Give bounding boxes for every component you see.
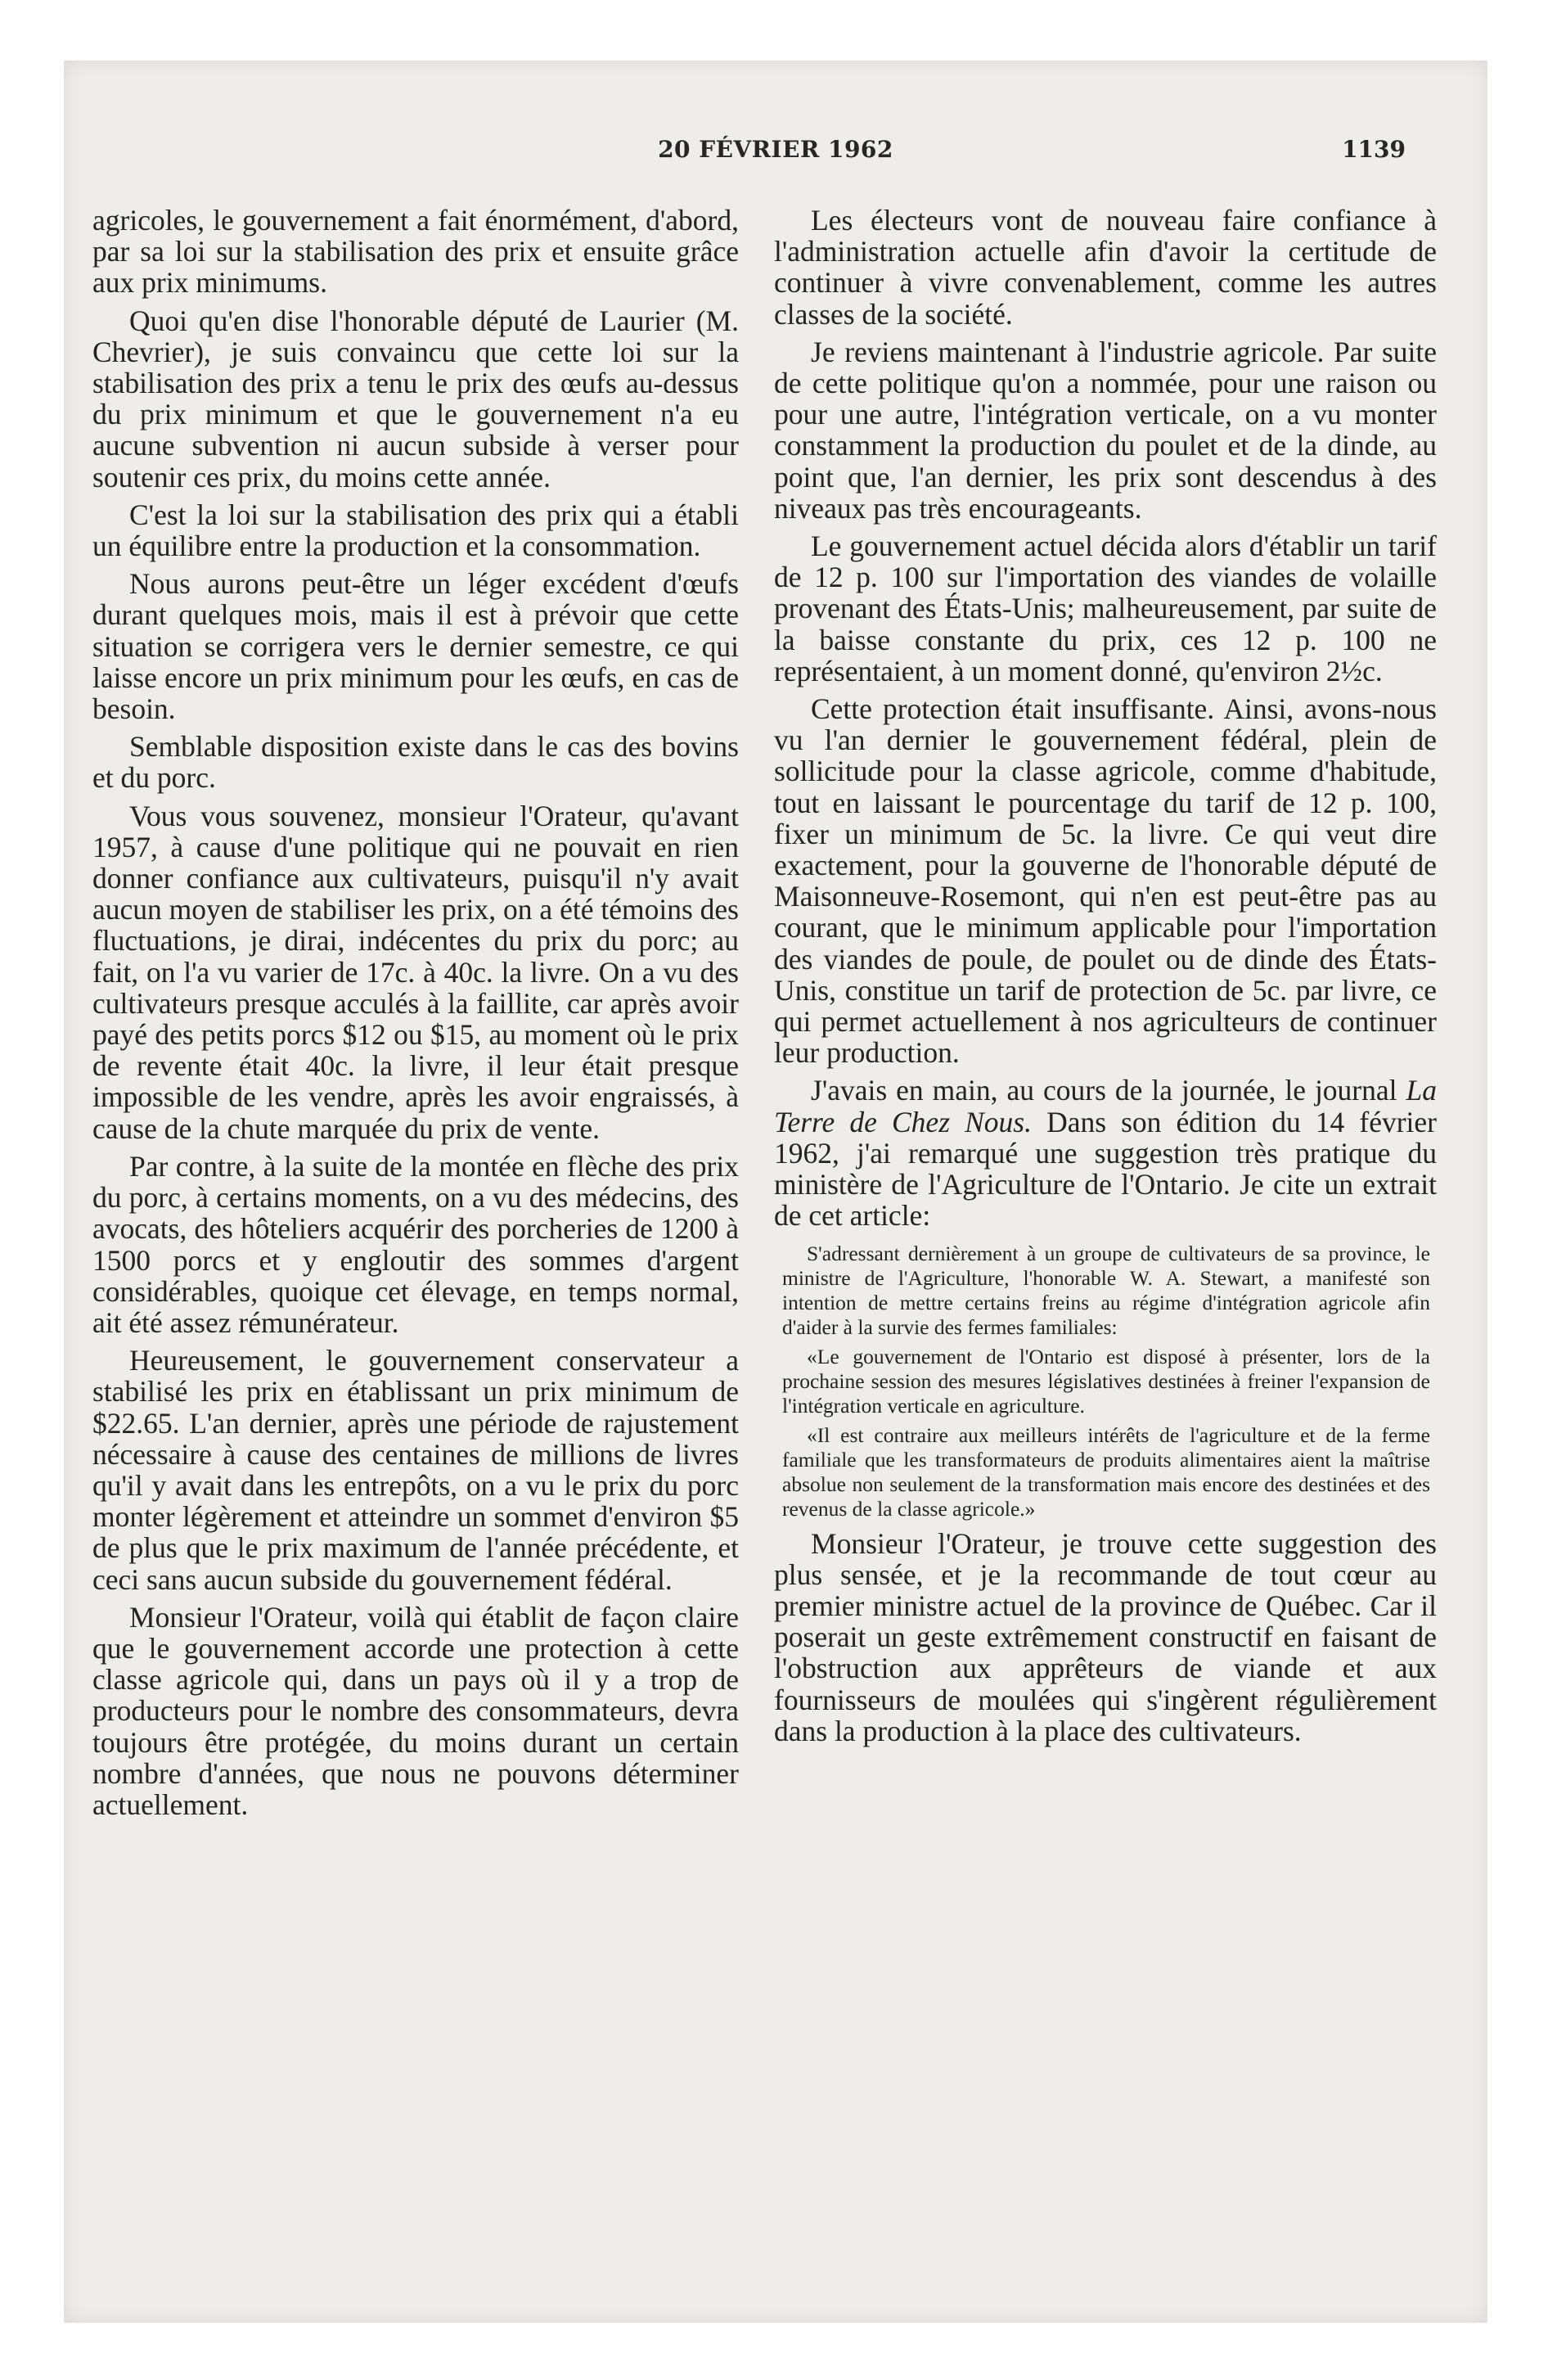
right-paragraph-4: Cette protection était insuffisante. Ainsi, avons-nous vu l'an dernier le gouvernement fédéral, plein de sollicitude pour la classe agricole, comme d'habitude, tout en laissant le pourcentage du tarif de 12 p. 100, fixer un minimum de 5c. la livre. Ce qui veut dire exactement, pour la gouverne de l'honorable député de Maisonneuve-Rosemont, qui n'en est peut-être pas au courant, que le minimum applicable pour l'importation des viandes de poule, de poulet ou de dinde des États-Unis, constitue un tarif de protection de 5c. par livre, ce qui permet actuellement à nos agriculteurs de continuer leur production.: [774, 692, 1437, 1070]
left-column: [92, 205, 739, 1820]
left-paragraph-4: Nous aurons peut-être un léger excédent d'œufs durant quelques mois, mais il est à prévoir que cette situation se corrigera vers le dernier semestre, ce qui laisse encore un prix minimum pour les œufs, en cas de besoin.: [92, 567, 739, 726]
quoted-extract-1: S'adressant dernièrement à un groupe de cultivateurs de sa province, le ministre de l'Agriculture, l'honorable W. A. Stewart, a manifesté son intention de mettre certains freins au régime d'intégration agricole afin d'aider à la survie des fermes familiales:: [782, 1241, 1430, 1339]
header-date-title: 20 FÉVRIER 1962: [658, 136, 893, 163]
newspaper-title: La Terre de Chez Nous.: [774, 1074, 1437, 1138]
right-paragraph-6: Monsieur l'Orateur, je trouve cette suggestion des plus sensée, et je la recommande de tout cœur au premier ministre actuel de la province de Québec. Car il poserait un geste extrêmement constructif en faisant de l'obstruction aux apprêteurs de viande et aux fournisseurs de moulées qui s'ingèrent régulièrement dans la production à la place des cultivateurs.: [774, 1526, 1437, 1747]
quoted-extract-2: «Le gouvernement de l'Ontario est disposé à présenter, lors de la prochaine session des mesures législatives destinées à freiner l'expansion de l'intégration verticale en agriculture.: [782, 1344, 1430, 1418]
left-paragraph-1: agricoles, le gouvernement a fait énormément, d'abord, par sa loi sur la stabilisation des prix et ensuite grâce aux prix minimums.: [92, 204, 739, 300]
right-paragraph-3: Le gouvernement actuel décida alors d'établir un tarif de 12 p. 100 sur l'importation des viandes de volaille provenant des États-Unis; malheureusement, par suite de la baisse constante du prix, ces 12 p. 100 ne représentaient, à un moment donné, qu'environ 2½c.: [774, 530, 1437, 687]
page-number: 1139: [1342, 136, 1406, 163]
running-header: [64, 136, 1487, 177]
left-paragraph-3: C'est la loi sur la stabilisation des prix qui a établi un équilibre entre la production et la consommation.: [92, 498, 739, 563]
right-paragraph-1: Les électeurs vont de nouveau faire confiance à l'administration actuelle afin d'avoir la certitude de continuer à vivre convenablement, comme les autres classes de la société.: [774, 204, 1437, 331]
right-column: [774, 205, 1437, 1747]
document-page: [64, 61, 1487, 2323]
left-paragraph-9: Monsieur l'Orateur, voilà qui établit de façon claire que le gouvernement accorde une protection à cette classe agricole qui, dans un pays où il y a trop de producteurs pour le nombre des consommateurs, devra toujours être protégée, du moins durant un certain nombre d'années, que nous ne pouvons déterminer actuellement.: [92, 1600, 739, 1821]
right-paragraph-5: [774, 1075, 1437, 1231]
right-paragraph-5-end: Dans son édition du 14 février 1962, j'ai remarqué une suggestion très pratique du ministère de l'Agriculture de l'Ontario. Je cite un extrait de cet article:: [774, 1105, 1437, 1233]
right-paragraph-2: Je reviens maintenant à l'industrie agricole. Par suite de cette politique qu'on a nommée, pour une raison ou pour une autre, l'intégration verticale, on a vu monter constamment la production du poulet et de la dinde, au point que, l'an dernier, les prix sont descendus à des niveaux pas très encourageants.: [774, 335, 1437, 525]
left-paragraph-6: Vous vous souvenez, monsieur l'Orateur, qu'avant 1957, à cause d'une politique qui ne pouvait en rien donner confiance aux cultivateurs, puisqu'il n'y avait aucun moyen de stabiliser les prix, on a été témoins des fluctuations, je dirai, indécentes du prix du porc; au fait, on l'a vu varier de 17c. à 40c. la livre. On a vu des cultivateurs presque acculés à la faillite, car après avoir payé des petits porcs $12 ou $15, au moment où le prix de revente était 40c. la livre, il leur était presque impossible de les vendre, après les avoir engraissés, à cause de la chute marquée du prix de vente.: [92, 799, 739, 1145]
left-paragraph-2: Quoi qu'en dise l'honorable député de Laurier (M. Chevrier), je suis convaincu que cette loi sur la stabilisation des prix a tenu le prix des œufs au-dessus du prix minimum et que le gouvernement n'a eu aucune subvention ni aucun subside à verser pour soutenir ces prix, du moins cette année.: [92, 304, 739, 494]
left-paragraph-8: Heureusement, le gouvernement conservateur a stabilisé les prix en établissant un prix minimum de $22.65. L'an dernier, après une période de rajustement nécessaire à cause des centaines de millions de livres qu'il y avait dans les entrepôts, on a vu le prix du porc monter légèrement et atteindre un sommet d'environ $5 de plus que le prix maximum de l'année précédente, et ceci sans aucun subside du gouvernement fédéral.: [92, 1344, 739, 1596]
left-paragraph-7: Par contre, à la suite de la montée en flèche des prix du porc, à certains moments, on a vu des médecins, des avocats, des hôteliers acquérir des porcheries de 1200 à 1500 porcs et y engloutir des sommes d'argent considérables, quoique cet élevage, en temps normal, ait été assez rémunérateur.: [92, 1149, 739, 1339]
left-paragraph-5: Semblable disposition existe dans le cas des bovins et du porc.: [92, 730, 739, 795]
quoted-extract-3: «Il est contraire aux meilleurs intérêts de l'agriculture et de la ferme familiale que les transformateurs de produits alimentaires aient la maîtrise absolue non seulement de la transformation mais encore des destinées et des revenus de la classe agricole.»: [782, 1422, 1430, 1521]
right-paragraph-5-start: J'avais en main, au cours de la journée, le journal: [811, 1074, 1406, 1107]
